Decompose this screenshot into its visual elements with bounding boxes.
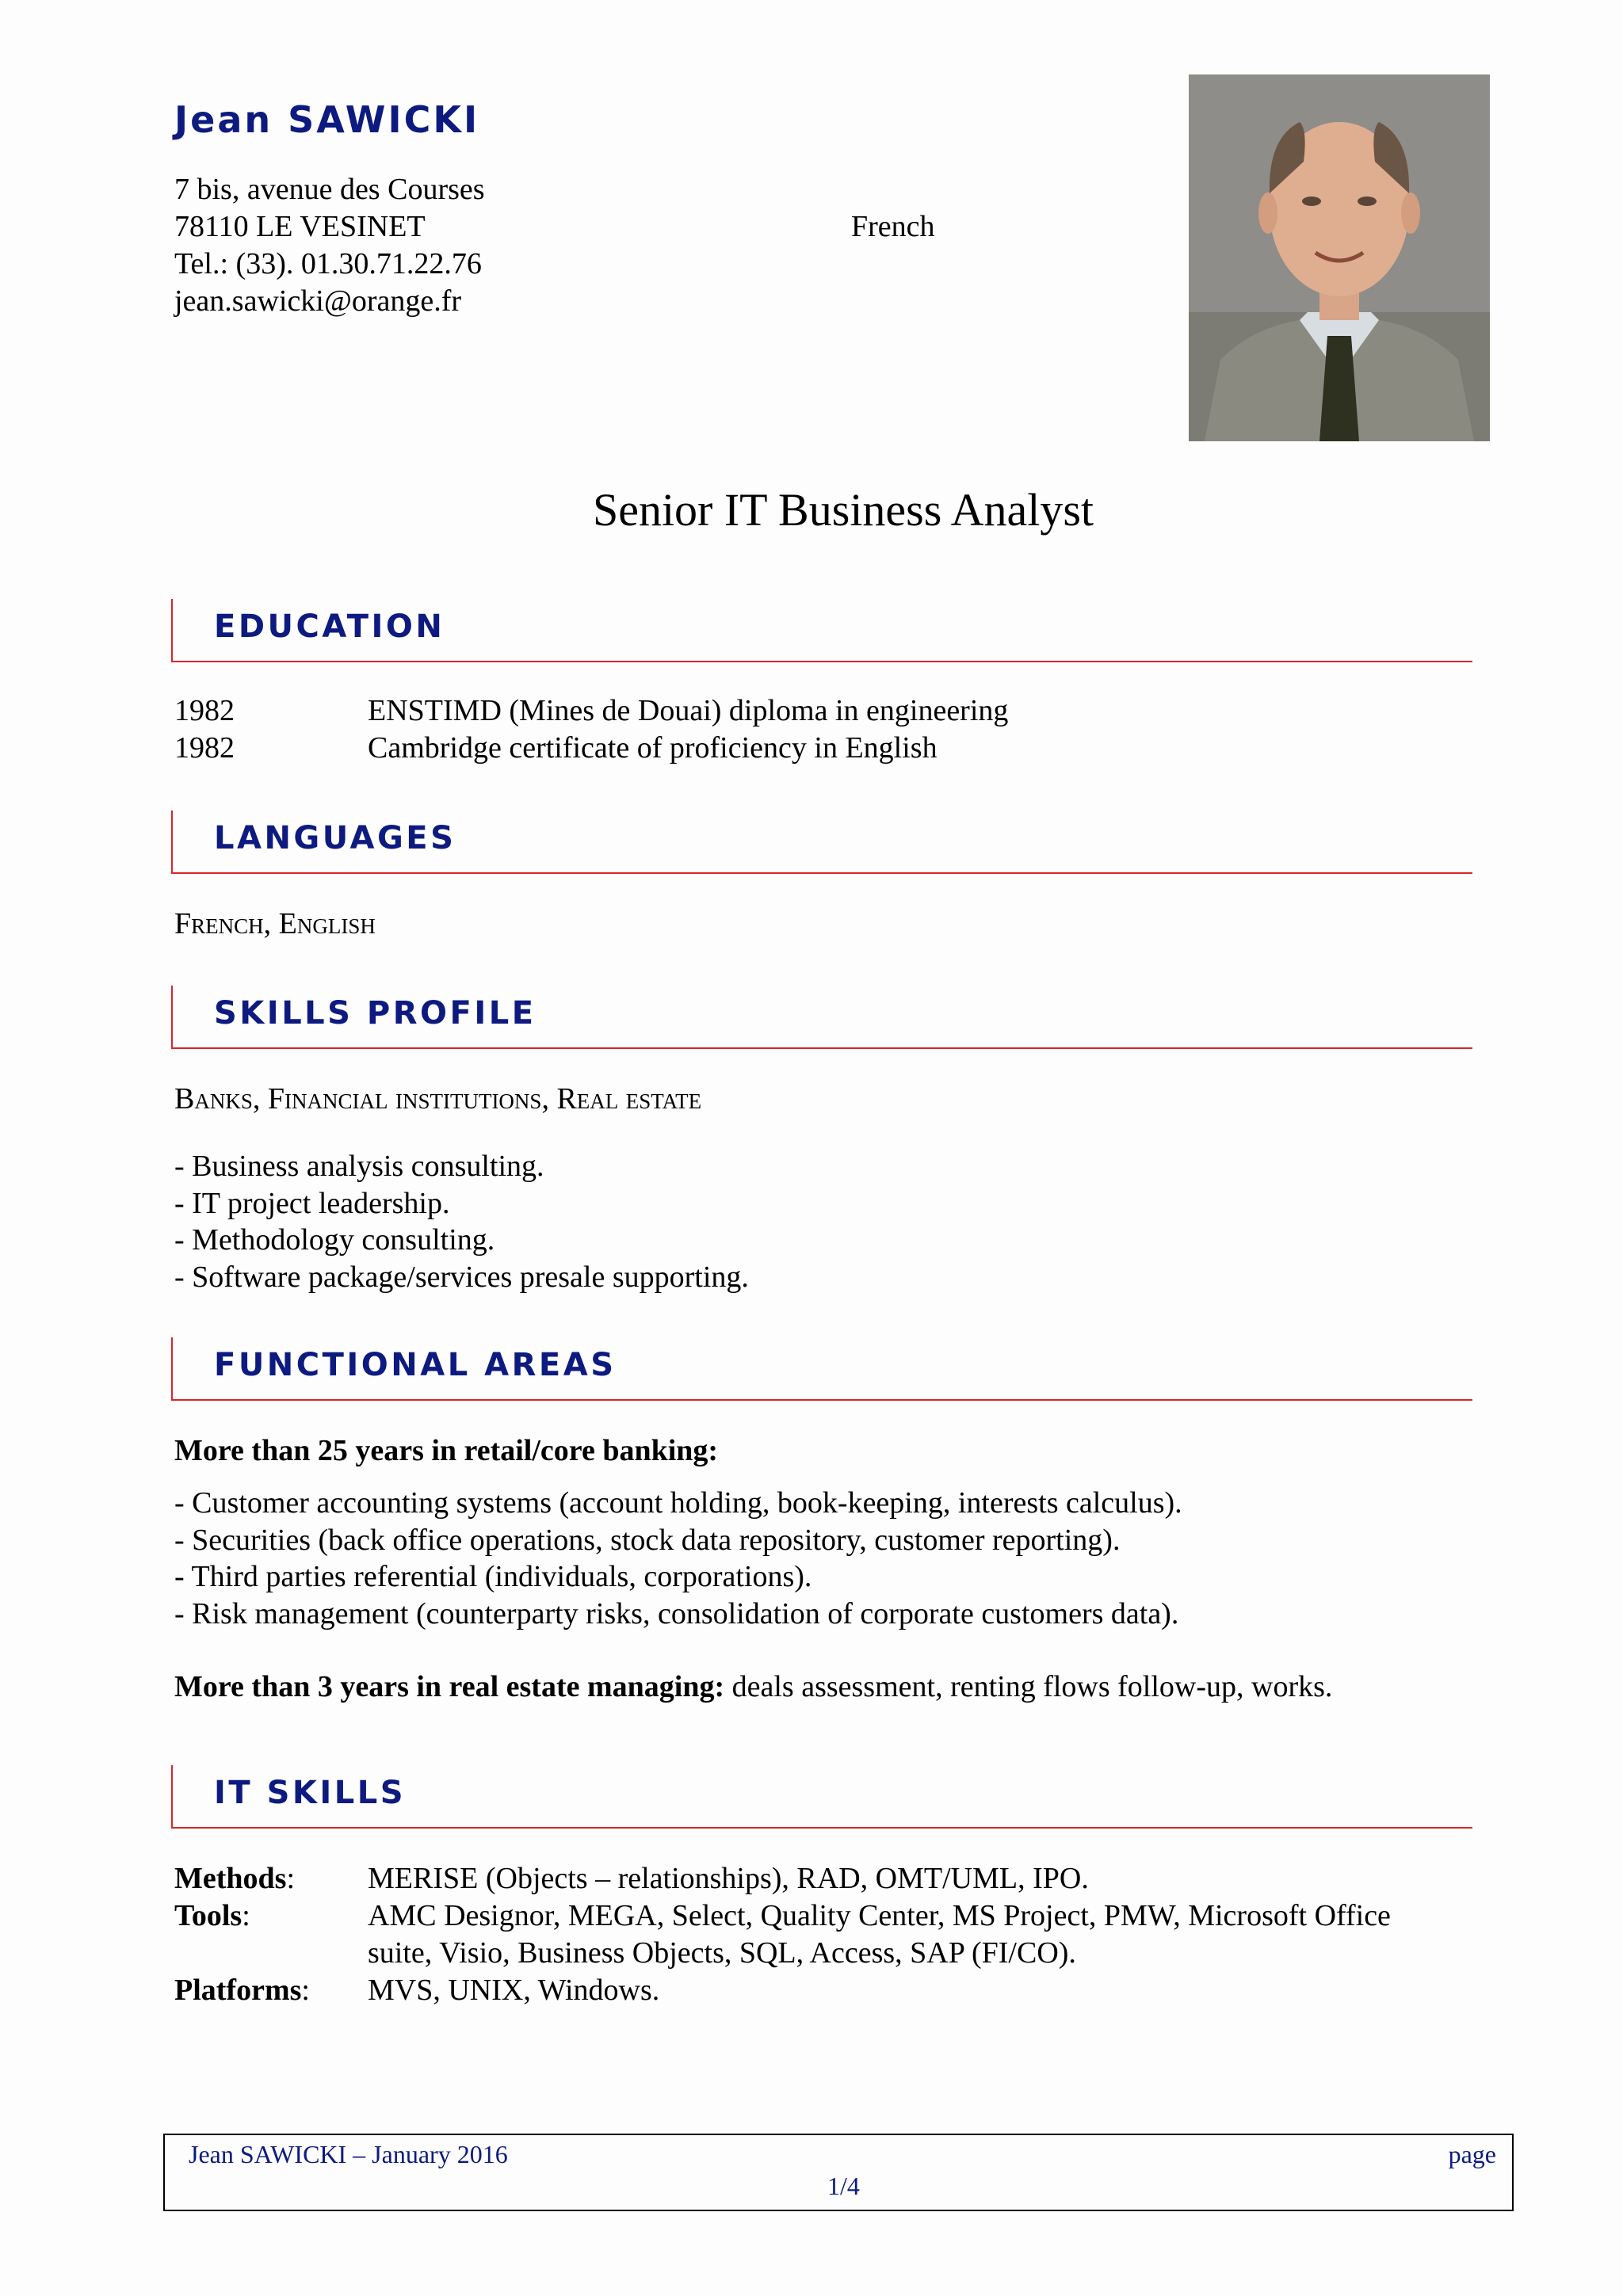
languages-heading-label: LANGUAGES <box>214 820 456 856</box>
education-heading <box>171 599 1472 662</box>
nationality: French <box>851 210 935 243</box>
list-item: - Customer accounting systems (account holding, book-keeping, interests calculus). <box>174 1486 1182 1520</box>
functional-areas-heading-label: FUNCTIONAL AREAS <box>214 1347 617 1383</box>
banking-list <box>174 1485 1182 1632</box>
banking-title: More than 25 years in retail/core banking: <box>174 1434 719 1467</box>
profile-photo <box>1189 74 1490 441</box>
real-estate-title: More than 3 years in real estate managing: <box>174 1670 725 1703</box>
footer-author-date: Jean SAWICKI – January 2016 <box>189 2140 508 2168</box>
address-line-2: 78110 LE VESINET <box>174 210 426 243</box>
candidate-name: Jean SAWICKI <box>174 98 480 141</box>
footer-page-label: page <box>1448 2140 1496 2168</box>
portrait-illustration <box>1189 74 1490 441</box>
it-skills-heading <box>171 1765 1472 1829</box>
list-item: - Risk management (counterparty risks, consolidation of corporate customers data). <box>174 1596 1179 1630</box>
platforms-colon: : <box>301 1974 310 2007</box>
list-item: - Third parties referential (individuals, corporations). <box>174 1560 812 1593</box>
skills-profile-heading-label: SKILLS PROFILE <box>214 995 537 1032</box>
list-item: - Securities (back office operations, stock data repository, customer reporting). <box>174 1523 1121 1557</box>
it-skills-heading-label: IT SKILLS <box>214 1775 407 1811</box>
email-address[interactable]: jean.sawicki@orange.fr <box>174 284 462 318</box>
languages-heading <box>171 810 1472 874</box>
platforms-value: MVS, UNIX, Windows. <box>368 1974 660 2007</box>
education-text: Cambridge certificate of proficiency in English <box>368 731 938 765</box>
page-footer <box>163 2134 1514 2211</box>
methods-label-text: Methods <box>174 1862 287 1895</box>
skills-list <box>174 1148 749 1295</box>
methods-label <box>174 1860 295 1897</box>
list-item: - Methodology consulting. <box>174 1223 495 1257</box>
phone-number: Tel.: (33). 01.30.71.22.76 <box>174 247 482 280</box>
tools-label <box>174 1897 250 1935</box>
methods-colon: : <box>286 1862 296 1895</box>
address-line-1: 7 bis, avenue des Courses <box>174 173 485 206</box>
job-title: Senior IT Business Analyst <box>592 484 1094 536</box>
languages-list: French, English <box>174 907 376 940</box>
tools-label-text: Tools <box>174 1899 242 1932</box>
list-item: - Business analysis consulting. <box>174 1150 544 1183</box>
real-estate-text: deals assessment, renting flows follow-up, works. <box>724 1670 1333 1703</box>
education-text: ENSTIMD (Mines de Douai) diploma in engineering <box>368 694 1009 727</box>
real-estate-line <box>174 1669 1332 1706</box>
tools-value-line-2: suite, Visio, Business Objects, SQL, Access, SAP (FI/CO). <box>368 1936 1076 1970</box>
contact-block <box>174 171 485 320</box>
platforms-label <box>174 1972 310 2009</box>
tools-value-line-1: AMC Designor, MEGA, Select, Quality Center, MS Project, PMW, Microsoft Office <box>368 1899 1391 1932</box>
footer-page-number: 1/4 <box>827 2172 860 2200</box>
education-heading-label: EDUCATION <box>214 608 445 645</box>
tools-colon: : <box>242 1899 250 1932</box>
list-item: - IT project leadership. <box>174 1186 450 1220</box>
methods-value: MERISE (Objects – relationships), RAD, OMT/UML, IPO. <box>368 1862 1089 1895</box>
education-year: 1982 <box>174 694 235 727</box>
functional-areas-heading <box>171 1337 1472 1401</box>
list-item: - Software package/services presale supporting. <box>174 1260 749 1294</box>
platforms-label-text: Platforms <box>174 1974 302 2007</box>
education-year: 1982 <box>174 731 235 765</box>
sectors-line: Banks, Financial institutions, Real estate <box>174 1082 702 1116</box>
skills-profile-heading <box>171 986 1472 1049</box>
